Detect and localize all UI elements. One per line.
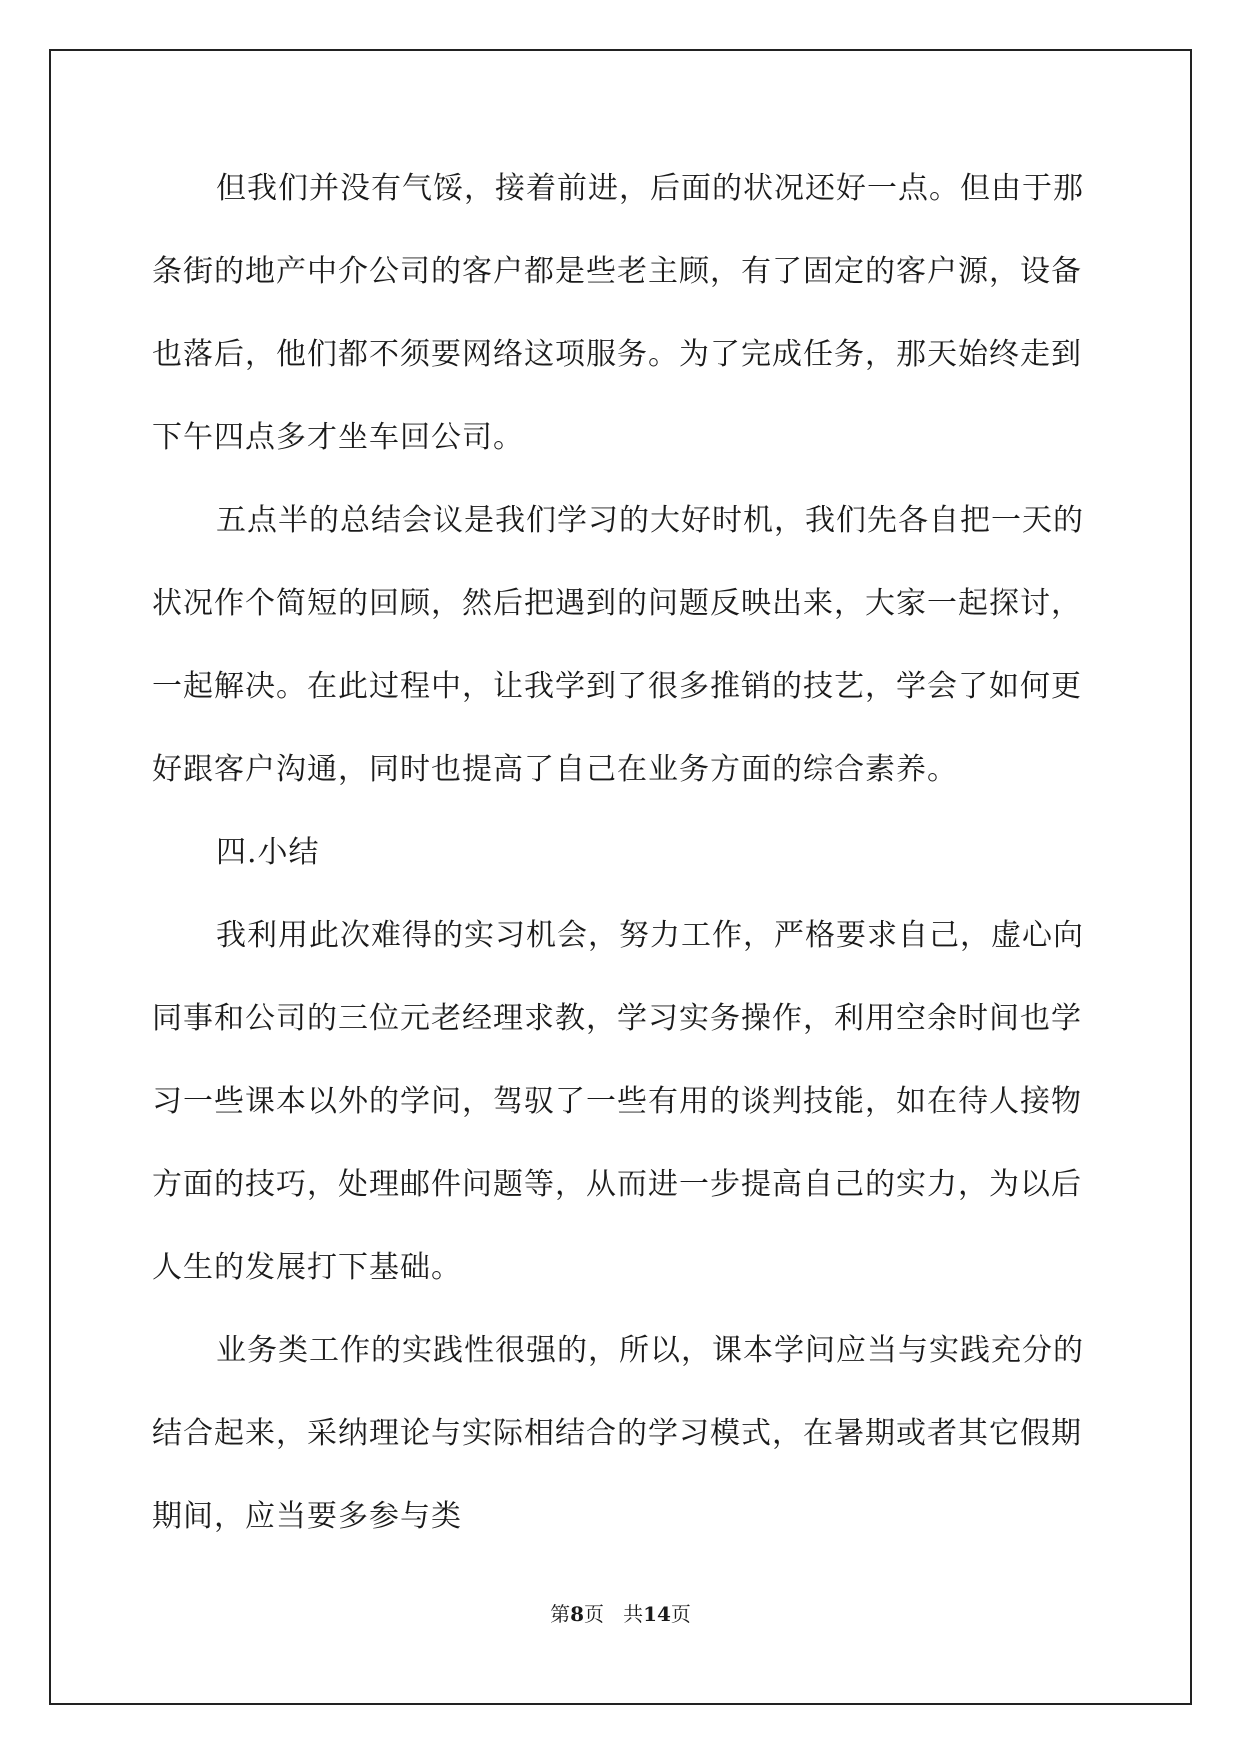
page-number-prefix: 第 bbox=[550, 1602, 571, 1626]
text-line: 业务类工作的实践性很强的，所以，课本学问应当与实践充分的 bbox=[216, 1333, 1084, 1368]
total-pages-prefix: 共 bbox=[623, 1602, 644, 1626]
current-page-number: 8 bbox=[570, 1602, 584, 1626]
text-line: 也落后，他们都不须要网络这项服务。为了完成任务，那天始终走到 bbox=[152, 337, 1082, 372]
text-line: 期间，应当要多参与类 bbox=[152, 1499, 462, 1534]
text-line: 一起解决。在此过程中，让我学到了很多推销的技艺，学会了如何更 bbox=[152, 669, 1082, 704]
total-page-count: 14 bbox=[643, 1602, 671, 1626]
text-line: 同事和公司的三位元老经理求教，学习实务操作，利用空余时间也学 bbox=[152, 1001, 1082, 1036]
section-heading: 四.小结 bbox=[216, 835, 320, 870]
text-line: 条街的地产中介公司的客户都是些老主顾，有了固定的客户源，设备 bbox=[152, 254, 1082, 289]
text-line: 结合起来，采纳理论与实际相结合的学习模式，在暑期或者其它假期 bbox=[152, 1416, 1082, 1451]
text-line: 状况作个简短的回顾，然后把遇到的问题反映出来，大家一起探讨， bbox=[152, 586, 1082, 621]
text-line: 方面的技巧，处理邮件问题等，从而进一步提高自己的实力，为以后 bbox=[152, 1167, 1082, 1202]
text-line: 下午四点多才坐车回公司。 bbox=[152, 420, 524, 455]
text-line: 五点半的总结会议是我们学习的大好时机，我们先各自把一天的 bbox=[216, 503, 1084, 538]
text-line: 人生的发展打下基础。 bbox=[152, 1250, 462, 1285]
total-pages-suffix: 页 bbox=[670, 1602, 691, 1626]
page-number-suffix: 页 bbox=[584, 1602, 604, 1626]
text-line: 好跟客户沟通，同时也提高了自己在业务方面的综合素养。 bbox=[152, 752, 958, 787]
page-footer bbox=[0, 1600, 1241, 1628]
text-line: 习一些课本以外的学问，驾驭了一些有用的谈判技能，如在待人接物 bbox=[152, 1084, 1082, 1119]
document-body bbox=[152, 162, 1092, 1573]
text-line: 我利用此次难得的实习机会，努力工作，严格要求自己，虚心向 bbox=[216, 918, 1084, 953]
text-line: 但我们并没有气馁，接着前进，后面的状况还好一点。但由于那 bbox=[216, 171, 1084, 206]
